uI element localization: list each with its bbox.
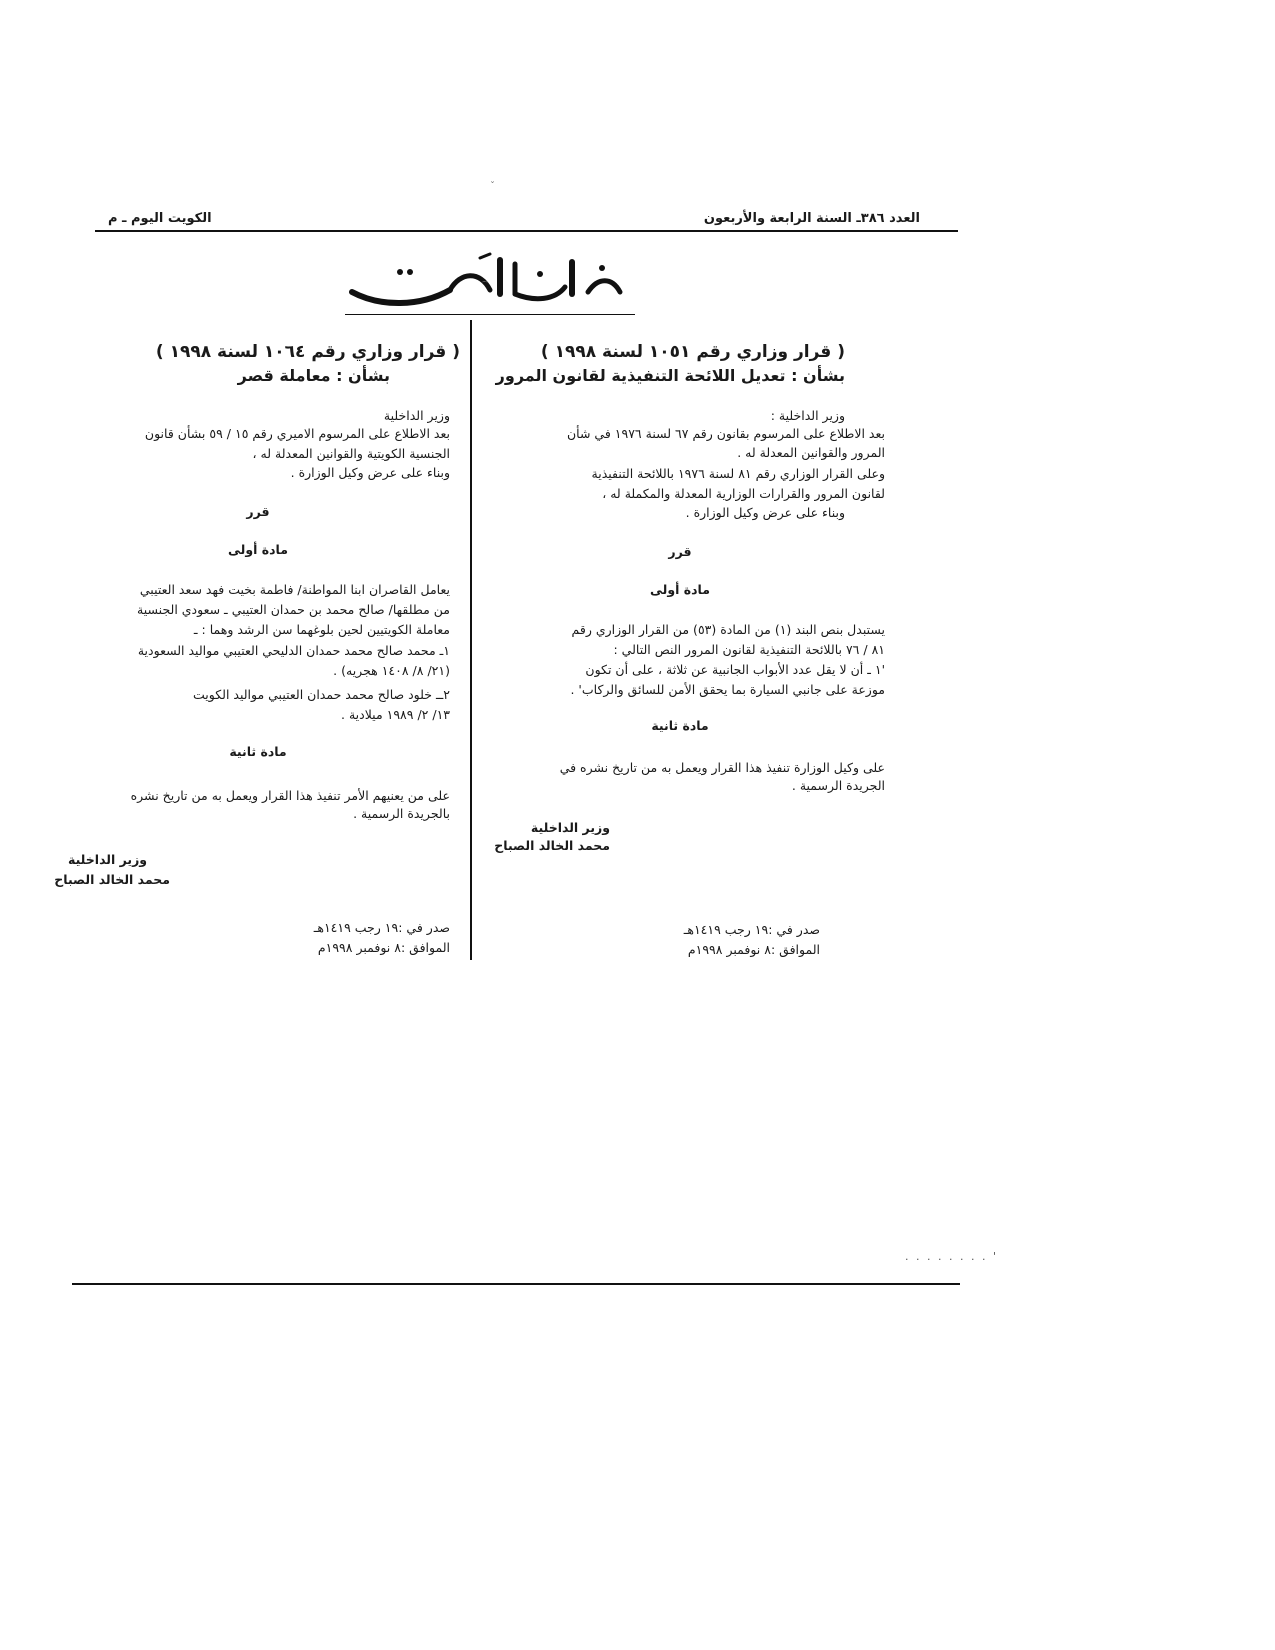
section-title-text <box>0 0 1 1</box>
left-minister-label: وزير الداخلية <box>383 408 450 423</box>
right-signature-name: محمد الخالد الصباح <box>494 838 610 853</box>
left-column <box>54 330 460 970</box>
right-decided: قرر <box>668 544 692 559</box>
right-signature-title: وزير الداخلية <box>530 820 610 835</box>
column-divider <box>470 320 472 960</box>
right-preamble-line: وعلى القرار الوزاري رقم ٨١ لسنة ١٩٧٦ باللائحة التنفيذية <box>591 466 885 481</box>
left-article1-line: معاملة الكويتيين لحين بلوغهما سن الرشد وهما : ـ <box>193 622 450 637</box>
title-rule <box>345 314 635 315</box>
left-article1-line: ١ـ محمد صالح محمد حمدان الدليحي العتيبي مواليد السعودية <box>137 643 450 658</box>
right-article2-line: على وكيل الوزارة تنفيذ هذا القرار ويعمل به من تاريخ نشره في <box>559 760 885 775</box>
left-preamble-line: الجنسية الكويتية والقوانين المعدلة له ، <box>252 446 450 461</box>
right-issued-gregorian: الموافق :٨ نوفمبر ١٩٩٨م <box>687 942 820 957</box>
right-preamble-line: بعد الاطلاع على المرسوم بقانون رقم ٦٧ لسنة ١٩٧٦ في شأن <box>566 426 885 441</box>
right-minister-label: وزير الداخلية : <box>770 408 845 423</box>
left-article1-line: يعامل القاصران ابنا المواطنة/ فاطمة بخيت فهد سعد العتيبي <box>139 582 450 597</box>
left-article1-line: من مطلقها/ صالح محمد بن حمدان العتيبي ـ سعودي الجنسية <box>137 602 450 617</box>
left-article1-line: ١٣/ ٢/ ١٩٨٩ ميلادية . <box>341 707 450 722</box>
left-preamble-line: بعد الاطلاع على المرسوم الاميري رقم ١٥ / ٥٩ بشأن قانون <box>144 426 450 441</box>
right-issued-hijri: صدر في :١٩ رجب ١٤١٩هـ <box>683 922 820 937</box>
scan-speck: ˇ <box>490 181 495 192</box>
right-article1-line: موزعة على جانبي السيارة بما يحقق الأمن للسائق والركاب' . <box>570 682 885 697</box>
left-article2-heading: مادة ثانية <box>229 744 287 759</box>
left-preamble-line: وبناء على عرض وكيل الوزارة . <box>290 465 450 480</box>
left-article1-line: (٢١/ ٨/ ١٤٠٨ هجريه) . <box>333 663 450 678</box>
left-issued-hijri: صدر في :١٩ رجب ١٤١٩هـ <box>313 920 450 935</box>
footer-marks: . . . . . . . . ' <box>905 1250 998 1263</box>
right-preamble-line: وبناء على عرض وكيل الوزارة . <box>685 505 845 520</box>
left-article1-heading: مادة أولى <box>228 542 288 557</box>
right-article2-heading: مادة ثانية <box>651 718 709 733</box>
issue-number: العدد ٣٨٦ـ السنة الرابعة والأربعون <box>703 211 920 226</box>
left-signature-title: وزير الداخلية <box>68 852 148 867</box>
left-article1-line: ٢ــ خلود صالح محمد حمدان العتيبي مواليد الكويت <box>193 687 450 702</box>
right-article2-line: الجريدة الرسمية . <box>791 778 885 793</box>
left-signature-name: محمد الخالد الصباح <box>54 872 170 887</box>
right-preamble-line: المرور والقوانين المعدلة له . <box>737 445 885 460</box>
left-decree-subject: بشأن : معاملة قصر <box>237 366 390 385</box>
right-article1-line: '١ ـ أن لا يقل عدد الأبواب الجانبية عن ثلاثة ، على أن تكون <box>585 662 885 677</box>
right-article1-line: ٨١ / ٧٦ باللائحة التنفيذية لقانون المرور النص التالي : <box>613 642 885 657</box>
footer-rule <box>72 1283 960 1285</box>
right-decree-title: ( قرار وزاري رقم ١٠٥١ لسنة ١٩٩٨ ) <box>540 342 845 362</box>
left-decree-title: ( قرار وزاري رقم ١٠٦٤ لسنة ١٩٩٨ ) <box>155 342 460 362</box>
left-article2-line: على من يعنيهم الأمر تنفيذ هذا القرار ويعمل به من تاريخ نشره <box>130 788 450 803</box>
ministry-calligraphy-logo <box>340 252 630 312</box>
publication-name: الكويت اليوم ـ م <box>108 211 212 226</box>
header-rule <box>95 230 958 232</box>
right-article1-heading: مادة أولى <box>650 582 710 597</box>
right-preamble-line: لقانون المرور والقرارات الوزارية المعدلة والمكملة له ، <box>602 486 885 501</box>
left-article2-line: بالجريدة الرسمية . <box>353 806 450 821</box>
right-decree-subject: بشأن : تعديل اللائحة التنفيذية لقانون المرور <box>495 366 845 385</box>
svg-text:وزارة الداخلية: وزارة الداخلية <box>482 282 488 283</box>
left-issued-gregorian: الموافق :٨ نوفمبر ١٩٩٨م <box>317 940 450 955</box>
right-article1-line: يستبدل بنص البند (١) من المادة (٥٣) من القرار الوزاري رقم <box>571 622 885 637</box>
left-decided: قرر <box>246 504 270 519</box>
